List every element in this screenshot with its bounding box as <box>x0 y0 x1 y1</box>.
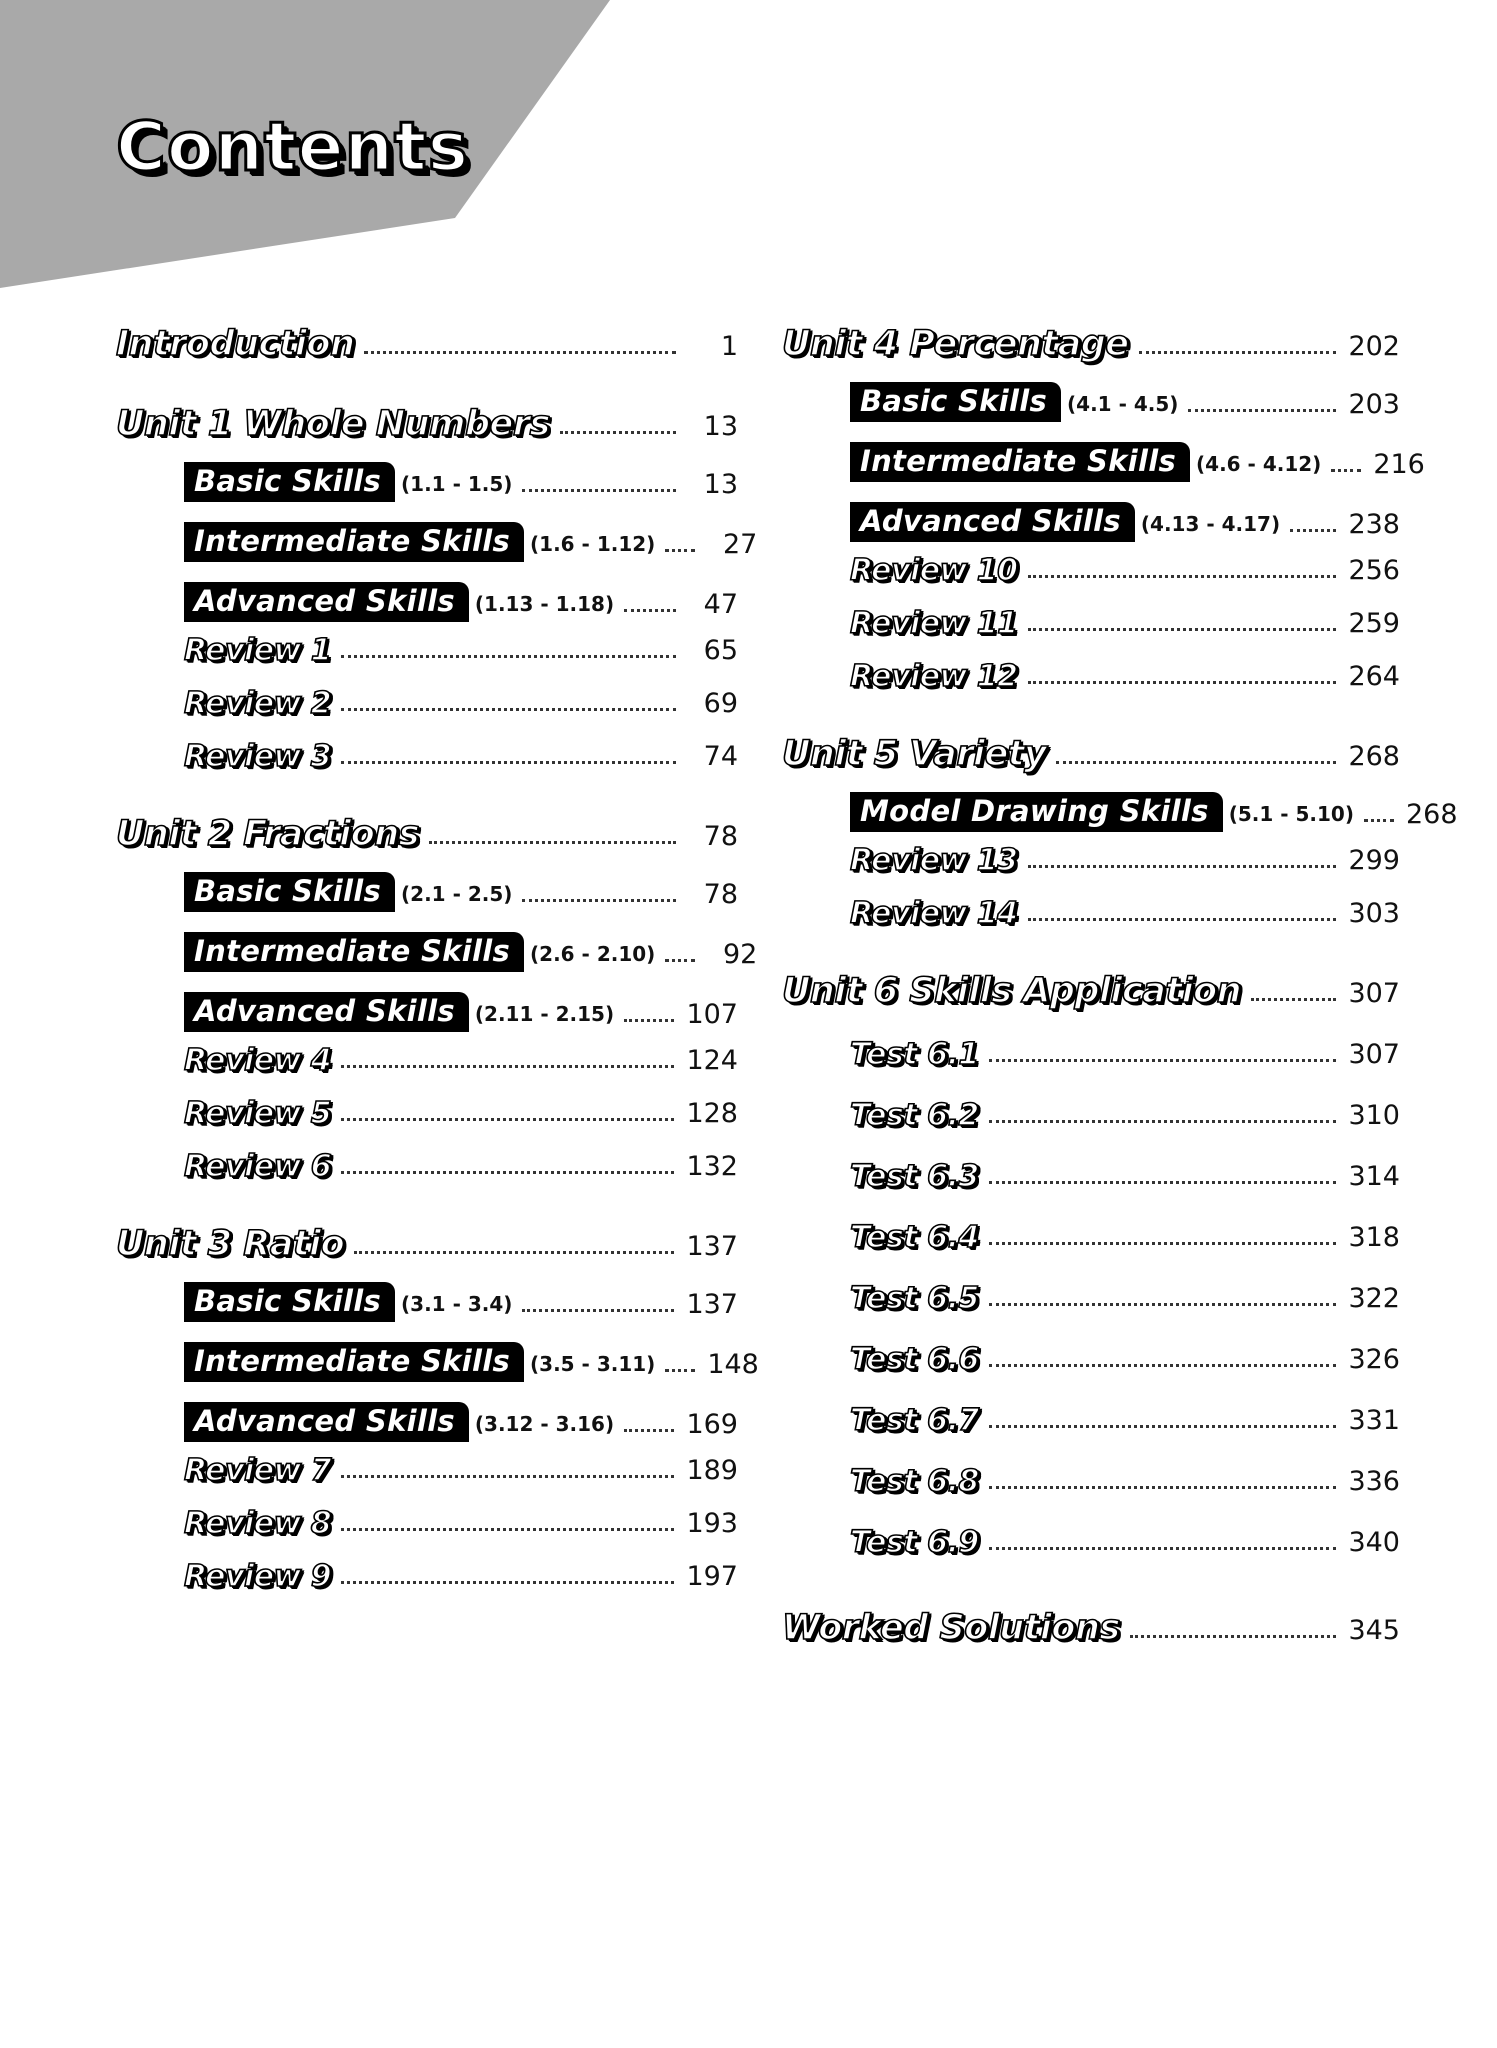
toc-entry-unit-2[interactable] <box>116 808 738 854</box>
dot-leader <box>989 1364 1337 1367</box>
toc-entry-unit-5-model[interactable] <box>850 788 1458 832</box>
page-number: 47 <box>703 589 738 620</box>
skill-label: Intermediate Skills <box>184 1342 524 1382</box>
skill-label: Intermediate Skills <box>850 442 1190 482</box>
page-title: Contents <box>116 108 470 187</box>
entry-label: Test 6.3 <box>850 1159 979 1194</box>
toc-entry-unit-5[interactable] <box>782 728 1400 774</box>
entry-label: Unit 4 Percentage <box>782 324 1129 364</box>
page-number: 13 <box>703 469 738 500</box>
entry-label: Introduction <box>116 324 355 364</box>
page-number: 299 <box>1348 845 1400 876</box>
entry-label: Unit 5 Variety <box>782 734 1047 774</box>
dot-leader <box>429 841 676 844</box>
toc-entry-unit-4-intermediate[interactable] <box>850 438 1425 482</box>
toc-entry-review-6[interactable] <box>184 1144 738 1184</box>
toc-entry-test-6-5[interactable] <box>850 1272 1400 1316</box>
toc-entry-review-8[interactable] <box>184 1501 738 1541</box>
entry-label: Unit 6 Skills Application <box>782 971 1242 1011</box>
toc-entry-review-1[interactable] <box>184 628 738 668</box>
entry-label: Test 6.9 <box>850 1525 979 1560</box>
section-range: (3.5 - 3.11) <box>530 1352 656 1376</box>
dot-leader <box>522 899 676 902</box>
page-number: 268 <box>1405 799 1458 830</box>
dot-leader <box>624 1019 674 1022</box>
skill-label: Basic Skills <box>850 382 1061 422</box>
toc-entry-review-5[interactable] <box>184 1091 738 1131</box>
dot-leader <box>341 1581 674 1584</box>
entry-label: Unit 3 Ratio <box>116 1224 345 1264</box>
page-number: 322 <box>1348 1283 1400 1314</box>
dot-leader <box>624 609 676 612</box>
entry-label: Review 3 <box>184 739 332 774</box>
page-number: 303 <box>1348 898 1400 929</box>
page-number: 132 <box>686 1151 738 1182</box>
page-number: 148 <box>707 1349 759 1380</box>
entry-label: Review 14 <box>850 896 1018 931</box>
entry-label: Review 6 <box>184 1149 332 1184</box>
toc-entry-review-3[interactable] <box>184 734 738 774</box>
skill-label: Advanced Skills <box>184 582 469 622</box>
toc-entry-review-14[interactable] <box>850 891 1400 931</box>
dot-leader <box>1028 681 1337 684</box>
page-number: 238 <box>1348 509 1400 540</box>
skill-label: Intermediate Skills <box>184 522 524 562</box>
page-number: 27 <box>722 529 758 560</box>
dot-leader <box>341 1528 674 1531</box>
dot-leader <box>989 1425 1337 1428</box>
page-number: 326 <box>1348 1344 1400 1375</box>
page-number: 307 <box>1348 978 1400 1009</box>
toc-entry-test-6-2[interactable] <box>850 1089 1400 1133</box>
skill-label: Model Drawing Skills <box>850 792 1223 832</box>
skill-label: Intermediate Skills <box>184 932 524 972</box>
dot-leader <box>1028 918 1337 921</box>
page-number: 259 <box>1348 608 1400 639</box>
dot-leader <box>341 708 676 711</box>
toc-left-column <box>116 318 759 1594</box>
page-number: 310 <box>1348 1100 1400 1131</box>
dot-leader <box>1364 819 1394 822</box>
toc-entry-review-13[interactable] <box>850 838 1400 878</box>
page-number: 264 <box>1348 661 1400 692</box>
skill-label: Advanced Skills <box>850 502 1135 542</box>
page-number: 331 <box>1348 1405 1400 1436</box>
dot-leader <box>560 431 676 434</box>
toc-entry-unit-1-intermediate[interactable] <box>184 518 758 562</box>
dot-leader <box>341 1065 674 1068</box>
dot-leader <box>989 1181 1337 1184</box>
entry-label: Review 8 <box>184 1506 332 1541</box>
entry-label: Test 6.7 <box>850 1403 979 1438</box>
toc-entry-test-6-8[interactable] <box>850 1455 1400 1499</box>
entry-label: Test 6.4 <box>850 1220 979 1255</box>
toc-entry-unit-1-basic[interactable] <box>184 458 738 502</box>
dot-leader <box>1139 351 1337 354</box>
toc-entry-unit-3-basic[interactable] <box>184 1278 738 1322</box>
entry-label: Review 13 <box>850 843 1018 878</box>
toc-entry-test-6-7[interactable] <box>850 1394 1400 1438</box>
dot-leader <box>1028 575 1337 578</box>
page-number: 336 <box>1348 1466 1400 1497</box>
page-number: 345 <box>1348 1615 1400 1646</box>
toc-entry-unit-2-advanced[interactable] <box>184 988 738 1032</box>
skill-label: Basic Skills <box>184 462 395 502</box>
toc-entry-review-7[interactable] <box>184 1448 738 1488</box>
dot-leader <box>1056 761 1336 764</box>
section-range: (4.6 - 4.12) <box>1196 452 1322 476</box>
entry-label: Unit 2 Fractions <box>116 814 420 854</box>
entry-label: Review 2 <box>184 686 332 721</box>
toc-entry-unit-2-intermediate[interactable] <box>184 928 758 972</box>
dot-leader <box>341 1118 674 1121</box>
dot-leader <box>522 489 676 492</box>
dot-leader <box>1028 628 1337 631</box>
dot-leader <box>341 655 676 658</box>
page-number: 203 <box>1348 389 1400 420</box>
page-number: 128 <box>686 1098 738 1129</box>
entry-label: Test 6.2 <box>850 1098 979 1133</box>
skill-label: Advanced Skills <box>184 1402 469 1442</box>
dot-leader <box>341 1171 674 1174</box>
dot-leader <box>665 959 695 962</box>
skill-label: Basic Skills <box>184 872 395 912</box>
dot-leader <box>989 1059 1337 1062</box>
dot-leader <box>522 1309 674 1312</box>
dot-leader <box>364 351 676 354</box>
page-number: 124 <box>686 1045 738 1076</box>
page-number: 78 <box>703 821 738 852</box>
dot-leader <box>665 549 695 552</box>
toc-entry-introduction[interactable] <box>116 318 738 364</box>
dot-leader <box>1130 1635 1337 1638</box>
page-number: 189 <box>686 1455 738 1486</box>
entry-label: Review 7 <box>184 1453 332 1488</box>
toc-entry-review-9[interactable] <box>184 1554 738 1594</box>
page-number: 69 <box>703 688 738 719</box>
dot-leader <box>1028 865 1337 868</box>
toc-entry-worked-solutions[interactable] <box>782 1602 1400 1648</box>
page-number: 1 <box>720 331 738 362</box>
dot-leader <box>989 1120 1337 1123</box>
dot-leader <box>1331 469 1361 472</box>
entry-label: Unit 1 Whole Numbers <box>116 404 550 444</box>
skill-label: Basic Skills <box>184 1282 395 1322</box>
page-number: 197 <box>686 1561 738 1592</box>
section-range: (2.6 - 2.10) <box>530 942 656 966</box>
entry-label: Review 1 <box>184 633 332 668</box>
toc-entry-unit-2-basic[interactable] <box>184 868 738 912</box>
entry-label: Test 6.1 <box>850 1037 979 1072</box>
entry-label: Review 9 <box>184 1559 332 1594</box>
page-number: 107 <box>686 999 738 1030</box>
entry-label: Review 12 <box>850 659 1018 694</box>
toc-entry-unit-6[interactable] <box>782 965 1400 1011</box>
page-number: 137 <box>686 1289 738 1320</box>
toc-entry-unit-4-advanced[interactable] <box>850 498 1400 542</box>
entry-label: Test 6.5 <box>850 1281 979 1316</box>
toc-right-column <box>782 318 1458 1648</box>
toc-entry-unit-3-intermediate[interactable] <box>184 1338 759 1382</box>
section-range: (1.6 - 1.12) <box>530 532 656 556</box>
entry-label: Review 11 <box>850 606 1018 641</box>
dot-leader <box>989 1547 1337 1550</box>
page-number: 307 <box>1348 1039 1400 1070</box>
section-range: (3.12 - 3.16) <box>474 1412 615 1436</box>
dot-leader <box>624 1429 674 1432</box>
dot-leader <box>1251 998 1336 1001</box>
page-number: 193 <box>686 1508 738 1539</box>
entry-label: Worked Solutions <box>782 1608 1120 1648</box>
toc-entry-test-6-6[interactable] <box>850 1333 1400 1377</box>
toc-entry-unit-3-advanced[interactable] <box>184 1398 738 1442</box>
section-range: (1.13 - 1.18) <box>474 592 615 616</box>
page-number: 137 <box>686 1231 738 1262</box>
page-number: 268 <box>1348 741 1400 772</box>
entry-label: Review 4 <box>184 1043 332 1078</box>
page-number: 314 <box>1348 1161 1400 1192</box>
toc-entry-unit-4-basic[interactable] <box>850 378 1400 422</box>
toc-entry-review-11[interactable] <box>850 601 1400 641</box>
toc-entry-review-10[interactable] <box>850 548 1400 588</box>
page-number: 169 <box>686 1409 738 1440</box>
dot-leader <box>989 1242 1337 1245</box>
entry-label: Review 10 <box>850 553 1018 588</box>
skill-label: Advanced Skills <box>184 992 469 1032</box>
toc-entry-unit-3[interactable] <box>116 1218 738 1264</box>
dot-leader <box>341 1475 674 1478</box>
section-range: (4.1 - 4.5) <box>1067 392 1179 416</box>
page-number: 65 <box>703 635 738 666</box>
section-range: (5.1 - 5.10) <box>1228 802 1354 826</box>
dot-leader <box>341 761 676 764</box>
section-range: (2.11 - 2.15) <box>474 1002 615 1026</box>
page-number: 216 <box>1373 449 1425 480</box>
toc-entry-test-6-4[interactable] <box>850 1211 1400 1255</box>
page-number: 74 <box>703 741 738 772</box>
dot-leader <box>1290 529 1336 532</box>
section-range: (4.13 - 4.17) <box>1140 512 1281 536</box>
entry-label: Test 6.6 <box>850 1342 979 1377</box>
entry-label: Review 5 <box>184 1096 332 1131</box>
dot-leader <box>989 1303 1337 1306</box>
toc-entry-unit-1[interactable] <box>116 398 738 444</box>
toc-entry-test-6-3[interactable] <box>850 1150 1400 1194</box>
dot-leader <box>989 1486 1337 1489</box>
toc-entry-test-6-9[interactable] <box>850 1516 1400 1560</box>
page-number: 78 <box>703 879 738 910</box>
page-number: 340 <box>1348 1527 1400 1558</box>
toc-entry-review-2[interactable] <box>184 681 738 721</box>
dot-leader <box>665 1369 695 1372</box>
page-number: 13 <box>703 411 738 442</box>
page-number: 318 <box>1348 1222 1400 1253</box>
toc-entry-unit-1-advanced[interactable] <box>184 578 738 622</box>
toc-entry-review-12[interactable] <box>850 654 1400 694</box>
section-range: (3.1 - 3.4) <box>401 1292 513 1316</box>
section-range: (2.1 - 2.5) <box>401 882 513 906</box>
page-number: 202 <box>1348 331 1400 362</box>
section-range: (1.1 - 1.5) <box>401 472 513 496</box>
toc-entry-unit-4[interactable] <box>782 318 1400 364</box>
toc-entry-review-4[interactable] <box>184 1038 738 1078</box>
toc-entry-test-6-1[interactable] <box>850 1028 1400 1072</box>
dot-leader <box>1188 409 1336 412</box>
page-number: 92 <box>722 939 758 970</box>
page-number: 256 <box>1348 555 1400 586</box>
entry-label: Test 6.8 <box>850 1464 979 1499</box>
dot-leader <box>354 1251 674 1254</box>
